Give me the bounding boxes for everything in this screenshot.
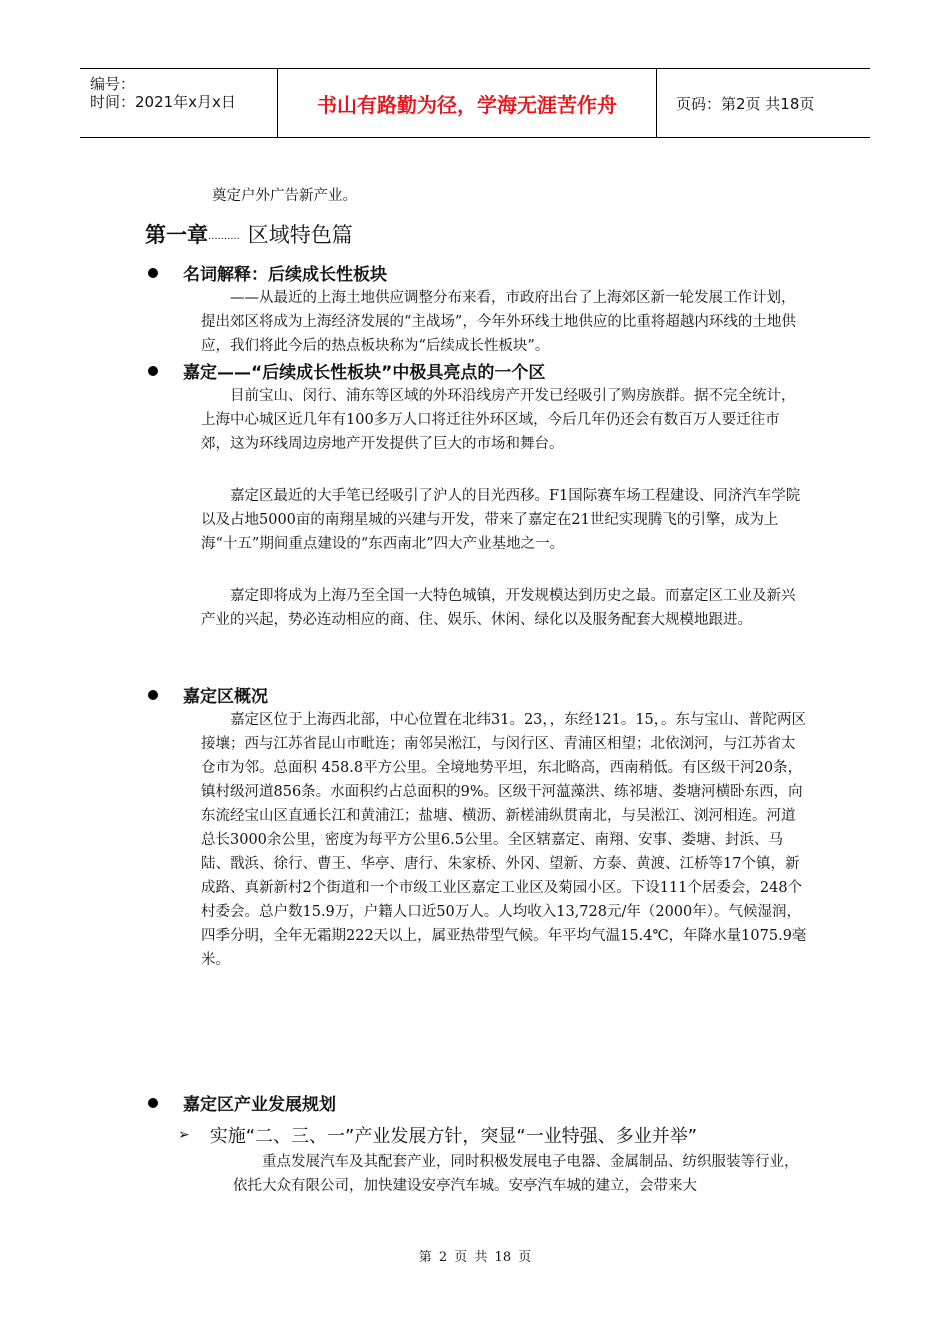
- paragraph: 目前宝山、闵行、浦东等区域的外环沿线房产开发已经吸引了购房族群。据不完全统计，上海中心城区近几年有100多万人口将迁往外环区域，今后几年仍还会有数百万人要迁往市郊，这为环线周边房地产开发提供了巨大的市场和舞台。: [201, 388, 796, 452]
- section-heading: [145, 358, 545, 383]
- chapter-label: 第一章: [145, 223, 208, 247]
- chapter-title: [145, 219, 353, 249]
- bullet-icon: [148, 268, 158, 278]
- paragraph: ——从最近的上海土地供应调整分布来看，市政府出台了上海郊区新一轮发展工作计划，提出郊区将成为上海经济发展的“主战场”，今年外环线土地供应的比重将超越内环线的土地供应，我们将此今后的热点板块称为“后续成长性板块”。: [201, 290, 796, 354]
- section-heading-text: 嘉定——“后续成长性板块”中极具亮点的一个区: [183, 363, 546, 383]
- bullet-icon: [148, 366, 158, 376]
- time-label: 时间：2021年x月x日: [90, 93, 236, 111]
- section-heading: [145, 682, 268, 707]
- header-meta-cell: [80, 69, 278, 137]
- sub-heading-text: 实施“二、三、一”产业发展方针，突显“一业特强、多业并举”: [209, 1126, 698, 1147]
- header-page-info: [666, 69, 870, 137]
- header-motto: 书山有路勤为径，学海无涯苦作舟: [278, 69, 657, 137]
- paragraph: 重点发展汽车及其配套产业，同时积极发展电子电器、金属制品、纺织服装等行业，依托大众有限公司，加快建设安亭汽车城。安亭汽车城的建立，会带来大: [233, 1154, 799, 1194]
- number-label: 编号：: [90, 75, 136, 93]
- paragraph: 嘉定即将成为上海乃至全国一大特色城镇，开发规模达到历史之最。而嘉定区工业及新兴产业的兴起，势必连动相应的商、住、娱乐、休闲、绿化以及服务配套大规模地跟进。: [201, 588, 796, 628]
- section-heading: [145, 260, 387, 285]
- intro-line: 奠定户外广告新产业。: [212, 188, 357, 204]
- document-header: [80, 68, 870, 138]
- chapter-name: 区域特色篇: [247, 223, 353, 247]
- section-heading-text: 嘉定区产业发展规划: [183, 1095, 336, 1115]
- bullet-icon: [148, 1098, 158, 1108]
- arrow-bullet-icon: ➢: [178, 1127, 190, 1143]
- section-heading-text: 名词解释：后续成长性板块: [183, 265, 387, 285]
- page-info-text: 页码：第2页 共18页: [676, 94, 815, 113]
- paragraph: 嘉定区位于上海西北部，中心位置在北纬31。23，，东经121。15，。东与宝山、普陀两区接壤；西与江苏省昆山市毗连；南邻吴淞江，与闵行区、青浦区相望；北依浏河，与江苏省太仓市为邻。总面积 458.8平方公里。全境地势平坦，东北略高，西南稍低。有区级干河20条，镇村级河道856条。水面积约占总面积的9%。区级干河蕰藻洪、练祁塘、娄塘河横卧东西，向东流经宝山区直通长江和黄浦江；盐塘、横沥、新槎浦纵贯南北，与吴淞江、浏河相连。河道总长3000余公里，密度为每平方公里6.5公里。全区辖嘉定、南翔、安事、娄塘、封浜、马陆、戬浜、徐行、曹王、华亭、唐行、朱家桥、外冈、望新、方泰、黄渡、江桥等17个镇，新成路、真新新村2个街道和一个市级工业区嘉定工业区及菊园小区。下设111个居委会，248个村委会。总户数15.9万，户籍人口近50万人。人均收入13,728元/年（2000年）。气候湿润，四季分明，全年无霜期222天以上，属亚热带型气候。年平均气温15.4℃，年降水量1075.9毫米。: [201, 712, 807, 968]
- bullet-icon: [148, 690, 158, 700]
- section-heading: [145, 1090, 336, 1115]
- page-footer: 第 2 页 共 18 页: [418, 1250, 532, 1265]
- section-heading-text: 嘉定区概况: [183, 687, 268, 707]
- sub-heading: [178, 1122, 697, 1148]
- chapter-dots: ··········: [208, 234, 240, 245]
- paragraph: 嘉定区最近的大手笔已经吸引了沪人的目光西移。F1国际赛车场工程建设、同济汽车学院以及占地5000亩的南翔星城的兴建与开发，带来了嘉定在21世纪实现腾飞的引擎，成为上海“十五”期间重点建设的“东西南北”四大产业基地之一。: [201, 488, 801, 552]
